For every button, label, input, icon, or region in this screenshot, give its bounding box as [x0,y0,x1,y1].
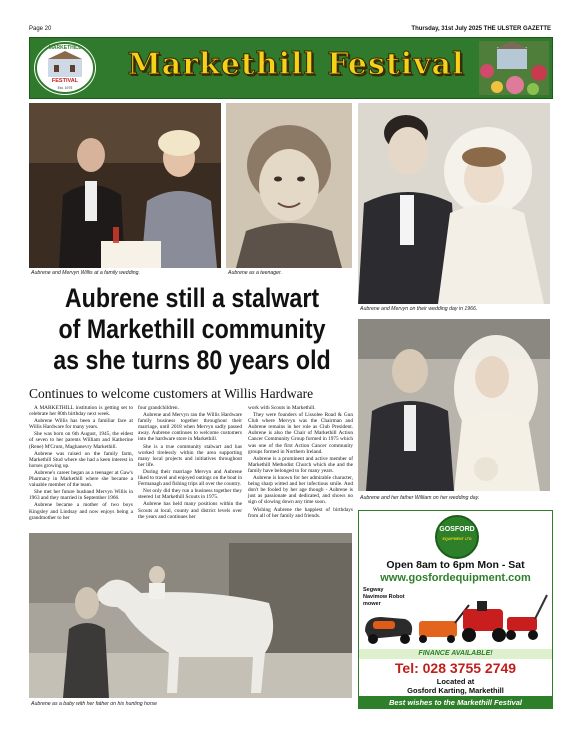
photo-family-wedding [29,103,221,268]
gosford-advert [358,510,553,709]
ad-located-line1: Located at [436,677,475,686]
article-column-3 [248,405,353,520]
ad-finance-strip [359,649,552,659]
ad-footer-bar [359,696,552,708]
ad-website: www.gosfordequipment.com [380,572,531,584]
caption-photo5: Aubrene as a baby with her father on his hunting horse [31,701,158,707]
photo-baby-horse [29,533,352,698]
col1-para: Aubrene was raised on the family farm, Markethill Stud where she had a keen interest in horses growing up. [29,450,133,469]
gosford-logo [435,515,479,559]
col3-para: work with Scouts in Markethill. [248,405,316,411]
caption-photo2: Aubrene as a teenager. [228,270,283,276]
caption-photo1: Aubrene and Mervyn Willis at a family wedding. [31,270,140,276]
logo-text-top: MARKETHILL [48,45,82,51]
logo-text-bottom: FESTIVAL [51,78,79,84]
article-subheadline: Continues to welcome customers at Willis Hardware [29,386,314,401]
mowers-image [359,587,552,649]
caption-photo4: Aubrene and her father William on her wedding day. [360,495,480,501]
col3-para: Aubrene is known for her admirable character, being sharp witted and her infectious smile. And don't be fooled by her age though - Aubrene is just as passionate and dedicated, and shows no sign of slowing down any time soon. [248,475,353,506]
col3-para: Wishing Aubrene the happiest of birthdays from all of her family and friends. [248,506,353,519]
article-headline: Aubrene still a stalwart of Markethill community as she turns 80 years old [53,283,331,375]
col2-para: four grandchildren. [138,405,179,411]
col2-para: During their marriage Mervyn and Aubrene liked to travel and enjoyed outings on the boat in Fermanagh and fishing trips all over the country. [138,468,242,488]
garden-photo [479,41,549,95]
col2-para: Aubrene has held many positions within the Scouts at local, county and district levels over the years and continues her [138,501,242,520]
dateline: Thursday, 31st July 2025 THE ULSTER GAZETTE [411,26,551,32]
gosford-logo-bottom: EQUIPMENT LTD [442,537,472,541]
col3-para: They were founders of Lissolee Road & Gun Club where Mervyn was the Chairman and Aubrene remains in her role as Club President. Aubrene is also the Chair of Markethill Action Cancer Community Group formed in 1975 which was one of the first Action Cancer community groups formed in Northern Ireland. [248,412,353,455]
ad-footer: Best wishes to the Markethill Festival [389,698,522,707]
col2-para: Aubrene and Mervyn ran the Willis Hardware family business together throughout their marriage, until 2018 when Mervyn sadly passed away. Aubrene continues to welcome customers into the hardware store in Markethill. [138,412,242,443]
ad-phone: Tel: 028 3755 2749 [394,660,517,676]
col1-para: She met her future husband Mervyn Willis in 1963 and they married in September 1966. [29,489,133,502]
ad-product-label: Segway Navimow Robot mower [363,587,405,607]
col2-para: She is a true community stalwart and has worked tirelessly within the area supporting many local projects and initiatives throughout her life. [138,443,242,468]
logo-year: Est. 1975 [57,86,73,90]
page-number: Page 20 [29,26,52,32]
col3-para: Aubrene is a prominent and active member of Markethill Methodist Church which she and the family have belonged to for many years. [248,455,353,474]
festival-banner [29,37,553,99]
col2-para: Not only did they run a business together they steered 1st Markethill Scouts in 1975. [138,488,242,501]
photo-father-wedding [358,319,550,491]
col1-para: Aubrene became a mother of two boys Kingsley and Lindsay and now enjoys being a grandmother to her [29,502,133,521]
caption-photo3: Aubrene and Mervyn on their wedding day in 1966. [360,306,478,312]
col1-para: Aubrene Willis has been a familiar face at Willis Hardware for many years. [29,418,133,431]
col1-para: A MARKETHILL institution is getting set to celebrate her 80th birthday next week. [29,405,133,418]
ad-finance: FINANCE AVAILABLE! [418,650,493,657]
photo-wedding-1966 [358,103,550,304]
gosford-logo-top: GOSFORD [439,526,475,533]
article-column-1 [29,405,133,522]
photo-teenager [226,103,352,268]
col1-para: Aubrene's career began as a teenager at Gaw's Pharmacy in Markethill where she became a valuable member of the team. [29,469,133,489]
festival-logo [34,41,96,95]
ad-hours: Open 8am to 6pm Mon - Sat [386,559,525,571]
banner-title: Markethill Festival [127,47,465,82]
article-column-2 [138,405,242,521]
col1-para: She was born on 6th August, 1945, the eldest of seven to her parents William and Katherine (Rene) M'Crum, Maghanevry Markethill. [29,431,133,450]
ad-located-line2: Gosford Karting, Markethill [407,686,504,695]
